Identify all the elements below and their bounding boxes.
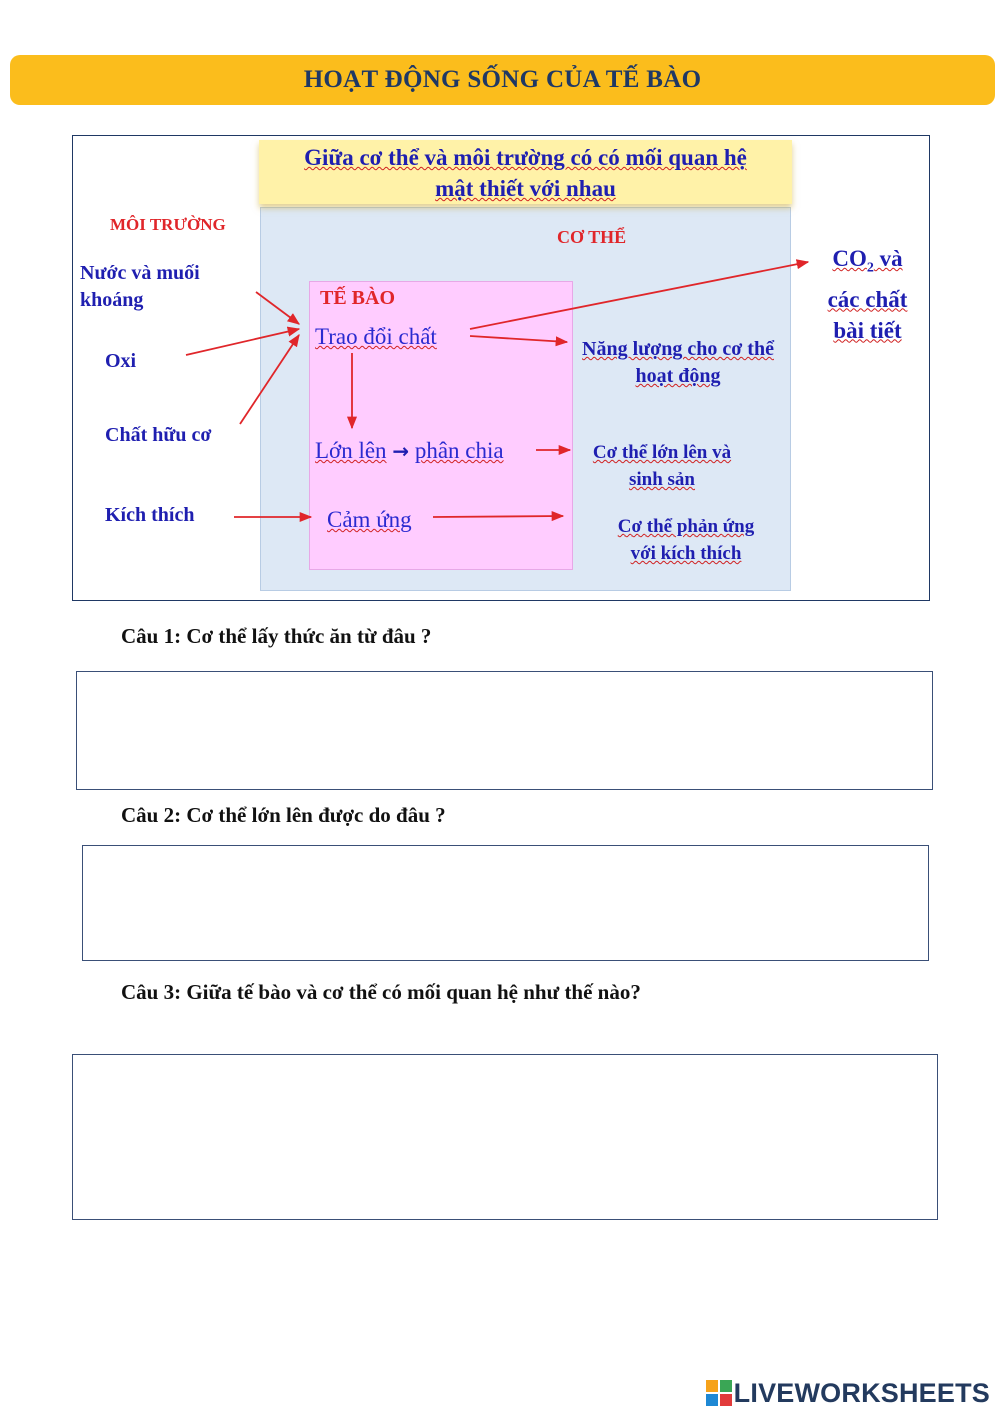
input-water-line-2: khoáng [80, 289, 144, 311]
output-react [600, 513, 772, 567]
environment-label: MÔI TRƯỜNG [110, 215, 226, 234]
question-2-label: Câu 2: Cơ thể lớn lên được do đâu ? [121, 803, 446, 827]
answer-2-field[interactable] [82, 845, 929, 961]
question-3-label: Câu 3: Giữa tế bào và cơ thể có mối quan hệ như thế nào? [121, 980, 641, 1004]
output-co2-line-2: các chất [827, 286, 908, 312]
output-co2 [820, 243, 915, 346]
output-co2-line-3: bài tiết [833, 317, 902, 343]
process-division: phân chia [414, 438, 504, 463]
logo-square-1 [706, 1380, 718, 1392]
output-energy-line-2: hoạt động [635, 365, 721, 387]
page-title: HOẠT ĐỘNG SỐNG CỦA TẾ BÀO [303, 66, 702, 93]
answer-1-field[interactable] [76, 671, 933, 790]
process-response: Cảm ứng [327, 507, 412, 532]
input-stimulus: Kích thích [105, 504, 195, 526]
output-energy [572, 336, 784, 390]
banner-line-2: mật thiết với nhau [435, 176, 616, 201]
process-growth: Lớn lên [315, 438, 387, 463]
output-grow-line-1: Cơ thể lớn lên và [592, 442, 732, 463]
output-grow [578, 439, 746, 493]
output-react-line-2: với kích thích [630, 543, 742, 564]
logo-text: LIVEWORKSHEETS [733, 1377, 990, 1408]
liveworksheets-logo-icon [706, 1380, 732, 1406]
output-energy-line-1: Năng lượng cho cơ thể [582, 338, 774, 360]
question-1-label: Câu 1: Cơ thể lấy thức ăn từ đâu ? [121, 624, 432, 648]
output-grow-line-2: sinh sản [628, 469, 696, 490]
input-water [80, 260, 200, 314]
right-arrow-icon: → [392, 439, 410, 463]
logo-square-3 [706, 1394, 718, 1406]
title-bar [10, 55, 995, 105]
diagram-banner [259, 140, 792, 204]
output-co2-line-1: $CO_2$ và [832, 246, 903, 276]
logo-square-4 [720, 1394, 732, 1406]
liveworksheets-logo[interactable] [706, 1378, 990, 1408]
body-label: CƠ THỂ [557, 227, 627, 247]
input-oxygen: Oxi [105, 350, 137, 372]
logo-square-2 [720, 1380, 732, 1392]
banner-line-1: Giữa cơ thể và môi trường có có mối quan hệ [304, 145, 747, 170]
process-metabolism: Trao đổi chất [315, 324, 437, 349]
input-water-line-1: Nước và muối [80, 262, 200, 284]
output-react-line-1: Cơ thể phản ứng [617, 516, 755, 537]
answer-3-field[interactable] [72, 1054, 938, 1220]
input-organic: Chất hữu cơ [105, 424, 212, 446]
cell-label: TẾ BÀO [320, 287, 396, 309]
process-growth-division [315, 438, 504, 464]
